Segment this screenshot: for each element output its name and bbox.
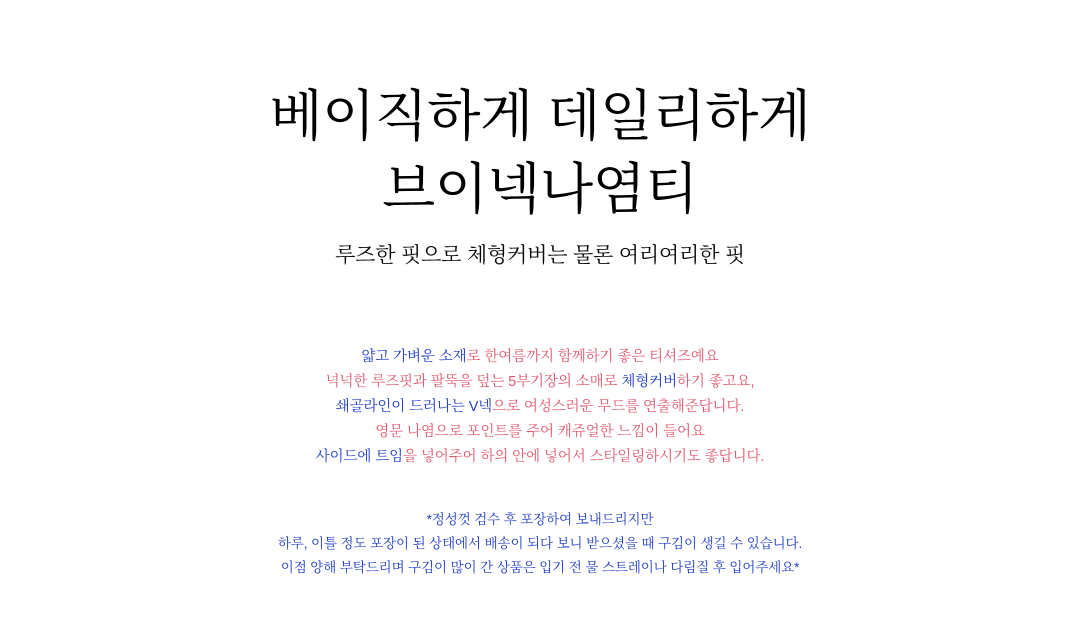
care-notice-line-1: *정성껏 검수 후 포장하여 보내드리지만 xyxy=(426,512,654,527)
description-line-2-highlight: 체형커버 xyxy=(621,373,677,390)
care-notice-block xyxy=(0,508,1080,580)
description-block xyxy=(0,345,1080,470)
page-subtitle: 루즈한 핏으로 체형커버는 물론 여리여리한 핏 xyxy=(335,244,745,267)
description-line-5-text: 을 넣어주어 하의 안에 넣어서 스타일링하시기도 좋답니다. xyxy=(403,448,765,465)
description-line-2-text-a: 넉넉한 루즈핏과 팔뚝을 덮는 5부기장의 소매로 xyxy=(325,373,622,390)
description-line-2-text-b: 하기 좋고요, xyxy=(677,373,755,390)
page-title xyxy=(0,80,1080,226)
description-line-1-text: 로 한여름까지 함께하기 좋은 티셔즈예요 xyxy=(466,349,719,365)
description-line-5-highlight: 사이드에 트임 xyxy=(315,448,404,465)
description-line-3-text: 으로 여성스러운 무드를 연출해준답니다. xyxy=(492,398,745,415)
care-notice-line-3: 이점 양해 부탁드리며 구김이 많이 간 상품은 입기 전 물 스트레이나 다림질 후 입어주세요* xyxy=(280,560,800,576)
page-title-line-2: 브이넥나염티 xyxy=(382,158,698,221)
description-line-3-highlight: 쇄골라인이 드러나는 V넥 xyxy=(335,398,493,415)
description-line-2 xyxy=(0,370,1080,395)
description-line-5 xyxy=(0,445,1080,470)
page-title-line-1: 베이직하게 데일리하게 xyxy=(269,85,811,147)
care-notice-line-2: 하루, 이틀 정도 포장이 된 상태에서 배송이 되다 보니 받으셨을 때 구김이 생길 수 있습니다. xyxy=(277,536,803,552)
description-line-3 xyxy=(0,395,1080,420)
description-line-1 xyxy=(0,345,1080,370)
description-line-1-highlight: 얇고 가벼운 소재 xyxy=(361,349,467,365)
description-line-4: 영문 나염으로 포인트를 주어 캐쥬얼한 느낌이 들어요 xyxy=(375,423,705,440)
